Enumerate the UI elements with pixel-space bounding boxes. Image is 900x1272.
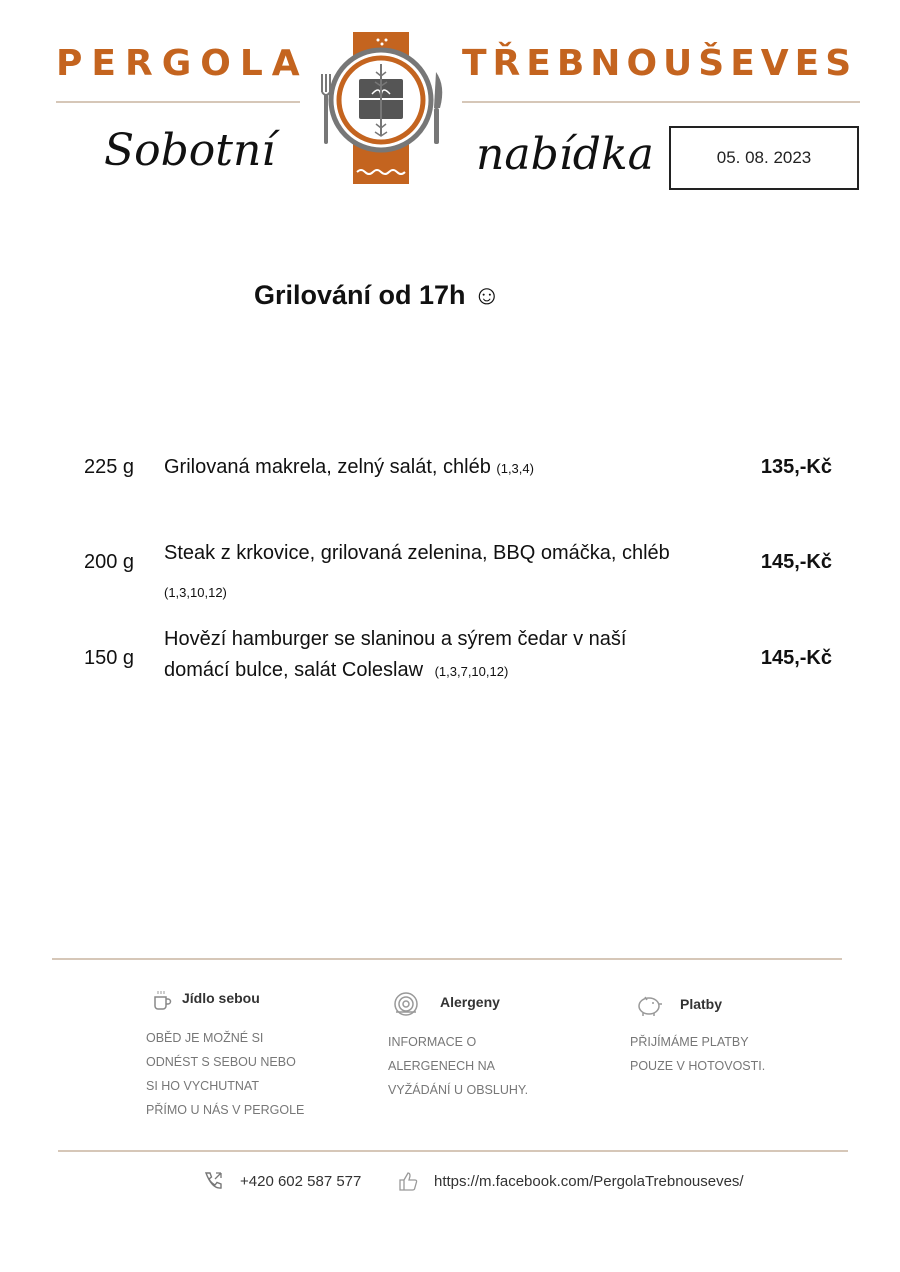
- payments-title: Platby: [680, 996, 723, 1012]
- payments-text: [630, 1030, 765, 1078]
- allergens-line: VYŽÁDÁNÍ U OBSLUHY.: [388, 1083, 529, 1097]
- allergens-line: ALERGENECH NA: [388, 1059, 495, 1073]
- date-box: [669, 126, 859, 190]
- item-1-weight: 225 g: [84, 456, 135, 478]
- item-2-price: 145,-Kč: [760, 551, 832, 573]
- takeaway-text: [146, 1026, 304, 1122]
- script-title-left: Sobotní: [104, 125, 276, 176]
- item-3-price: 145,-Kč: [760, 647, 832, 669]
- takeaway-line: PŘÍMO U NÁS V PERGOLE: [146, 1103, 305, 1117]
- item-2-name: Steak z krkovice, grilovaná zelenina, BBQ omáčka, chléb: [164, 542, 670, 564]
- item-1-allergens: (1,3,4): [496, 461, 534, 476]
- item-3-name-line2: domácí bulce, salát Coleslaw: [164, 659, 424, 681]
- phone-link[interactable]: +420 602 587 577: [240, 1173, 362, 1190]
- takeaway-title: Jídlo sebou: [182, 990, 260, 1006]
- item-2-description: [164, 538, 744, 608]
- piggy-bank-icon: [634, 992, 664, 1018]
- item-3-weight: 150 g: [84, 647, 135, 669]
- item-1-name: Grilovaná makrela, zelný salát, chléb: [164, 456, 491, 478]
- item-2-weight: 200 g: [84, 551, 135, 573]
- thumbs-up-icon: [398, 1170, 418, 1192]
- takeaway-line: ODNÉST S SEBOU NEBO: [146, 1055, 296, 1069]
- takeaway-line: OBĚD JE MOŽNÉ SI: [146, 1031, 264, 1045]
- footer-rule-top: [52, 958, 842, 960]
- header-rule-left: [56, 101, 300, 103]
- footer-rule-bottom: [58, 1150, 848, 1152]
- payments-line: PŘIJÍMÁME PLATBY: [630, 1035, 749, 1049]
- phone-icon: [202, 1170, 224, 1192]
- section-title: Grilování od 17h ☺: [254, 280, 501, 310]
- payments-line: POUZE V HOTOVOSTI.: [630, 1059, 766, 1073]
- script-title-right: nabídka: [476, 129, 654, 180]
- brand-left: PERGOLA: [56, 43, 309, 84]
- allergens-title: Alergeny: [440, 994, 500, 1010]
- item-3-description: [164, 624, 724, 687]
- cup-icon: [150, 988, 174, 1012]
- item-3-name-line1: Hovězí hamburger se slaninou a sýrem čedar v naší: [164, 628, 627, 650]
- allergens-text: [388, 1030, 528, 1102]
- allergens-line: INFORMACE O: [388, 1035, 477, 1049]
- item-3-allergens: (1,3,7,10,12): [434, 664, 509, 679]
- facebook-link[interactable]: https://m.facebook.com/PergolaTrebnouseves/: [434, 1173, 744, 1190]
- item-1-price: 135,-Kč: [760, 456, 832, 478]
- item-1-description: [164, 452, 534, 484]
- menu-date: 05. 08. 2023: [716, 148, 812, 167]
- allergen-info-icon: [392, 990, 420, 1018]
- item-2-allergens: (1,3,10,12): [164, 585, 227, 600]
- plate-fork-knife-logo-icon: [312, 32, 456, 186]
- brand-right: TŘEBNOUŠEVES: [462, 43, 858, 84]
- takeaway-line: SI HO VYCHUTNAT: [146, 1079, 259, 1093]
- header-rule-right: [462, 101, 860, 103]
